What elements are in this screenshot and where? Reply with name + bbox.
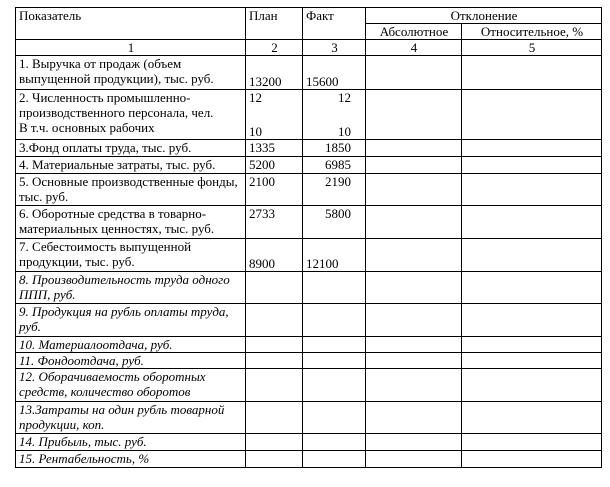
plan-value bbox=[246, 353, 303, 369]
relative-value bbox=[462, 140, 602, 157]
row-label: 15. Рентабельность, % bbox=[16, 451, 246, 468]
plan-sub: 10 bbox=[249, 124, 262, 139]
fact-main: 12 bbox=[338, 90, 351, 105]
header-relative: Относительное, % bbox=[462, 24, 602, 40]
table-row bbox=[16, 402, 602, 434]
fact-value: 15600 bbox=[303, 56, 366, 90]
fact-value: 12100 bbox=[303, 239, 366, 272]
relative-value bbox=[462, 434, 602, 451]
header-absolute: Абсолютное bbox=[366, 24, 462, 40]
plan-value bbox=[246, 272, 303, 304]
plan-value bbox=[246, 337, 303, 353]
table-row bbox=[16, 174, 602, 206]
absolute-value bbox=[366, 434, 462, 451]
table-row bbox=[16, 56, 602, 90]
plan-value bbox=[246, 402, 303, 434]
absolute-value bbox=[366, 140, 462, 157]
fact-value: 2190 bbox=[303, 174, 366, 206]
col-number: 1 bbox=[16, 40, 246, 56]
row-label: 13.Затраты на один рубль товарной продукции, коп. bbox=[16, 402, 246, 434]
fact-value bbox=[303, 434, 366, 451]
row-label: 9. Продукция на рубль оплаты труда, руб. bbox=[16, 304, 246, 337]
numbering-row bbox=[16, 40, 602, 56]
absolute-value bbox=[366, 56, 462, 90]
relative-value bbox=[462, 90, 602, 140]
fact-value bbox=[303, 451, 366, 468]
plan-value bbox=[246, 304, 303, 337]
relative-value bbox=[462, 56, 602, 90]
relative-value bbox=[462, 369, 602, 402]
relative-value bbox=[462, 174, 602, 206]
col-number: 4 bbox=[366, 40, 462, 56]
relative-value bbox=[462, 402, 602, 434]
relative-value bbox=[462, 337, 602, 353]
header-deviation: Отклонение bbox=[366, 8, 602, 24]
relative-value bbox=[462, 239, 602, 272]
table-row bbox=[16, 304, 602, 337]
absolute-value bbox=[366, 90, 462, 140]
row-label-main: 2. Численность промышленно-производственного персонала, чел. bbox=[19, 90, 214, 120]
row-label: 14. Прибыль, тыс. руб. bbox=[16, 434, 246, 451]
plan-value: 1335 bbox=[246, 140, 303, 157]
col-number: 3 bbox=[303, 40, 366, 56]
relative-value bbox=[462, 272, 602, 304]
fact-value: 1850 bbox=[303, 140, 366, 157]
col-number: 5 bbox=[462, 40, 602, 56]
row-sublabel: В т.ч. основных рабочих bbox=[19, 120, 155, 135]
absolute-value bbox=[366, 174, 462, 206]
row-label: 11. Фондоотдача, руб. bbox=[16, 353, 246, 369]
relative-value bbox=[462, 353, 602, 369]
table-row bbox=[16, 140, 602, 157]
fact-sub: 10 bbox=[338, 124, 351, 139]
plan-value: 13200 bbox=[246, 56, 303, 90]
table-row bbox=[16, 272, 602, 304]
absolute-value bbox=[366, 369, 462, 402]
fact-value: 5800 bbox=[303, 206, 366, 239]
relative-value bbox=[462, 304, 602, 337]
header-indicator: Показатель bbox=[16, 8, 246, 40]
header-fact: Факт bbox=[303, 8, 366, 40]
table-row bbox=[16, 206, 602, 239]
plan-value bbox=[246, 434, 303, 451]
plan-value bbox=[246, 451, 303, 468]
absolute-value bbox=[366, 272, 462, 304]
row-label: 5. Основные производственные фонды, тыс. руб. bbox=[16, 174, 246, 206]
fact-value bbox=[303, 402, 366, 434]
row-label: 3.Фонд оплаты труда, тыс. руб. bbox=[16, 140, 246, 157]
fact-value: 6985 bbox=[303, 157, 366, 174]
absolute-value bbox=[366, 304, 462, 337]
relative-value bbox=[462, 451, 602, 468]
table-row bbox=[16, 451, 602, 468]
plan-value: 5200 bbox=[246, 157, 303, 174]
header-plan: План bbox=[246, 8, 303, 40]
row-label: 8. Производительность труда одного ППП, руб. bbox=[16, 272, 246, 304]
row-label: 4. Материальные затраты, тыс. руб. bbox=[16, 157, 246, 174]
absolute-value bbox=[366, 353, 462, 369]
relative-value bbox=[462, 157, 602, 174]
absolute-value bbox=[366, 451, 462, 468]
table-row bbox=[16, 353, 602, 369]
absolute-value bbox=[366, 206, 462, 239]
plan-value: 2100 bbox=[246, 174, 303, 206]
row-label: 1. Выручка от продаж (объем выпущенной продукции), тыс. руб. bbox=[16, 56, 246, 90]
row-label bbox=[16, 90, 246, 140]
fact-value bbox=[303, 353, 366, 369]
absolute-value bbox=[366, 239, 462, 272]
table-row bbox=[16, 369, 602, 402]
plan-value: 2733 bbox=[246, 206, 303, 239]
plan-value bbox=[246, 90, 303, 140]
absolute-value bbox=[366, 157, 462, 174]
table-row bbox=[16, 157, 602, 174]
plan-main: 12 bbox=[249, 90, 262, 105]
absolute-value bbox=[366, 337, 462, 353]
table-row bbox=[16, 434, 602, 451]
plan-value: 8900 bbox=[246, 239, 303, 272]
indicators-table bbox=[15, 7, 602, 468]
fact-value bbox=[303, 90, 366, 140]
row-label: 7. Себестоимость выпущенной продукции, тыс. руб. bbox=[16, 239, 246, 272]
table-row bbox=[16, 90, 602, 140]
absolute-value bbox=[366, 402, 462, 434]
fact-value bbox=[303, 337, 366, 353]
row-label: 12. Оборачиваемость оборотных средств, количество оборотов bbox=[16, 369, 246, 402]
plan-value bbox=[246, 369, 303, 402]
fact-value bbox=[303, 272, 366, 304]
col-number: 2 bbox=[246, 40, 303, 56]
fact-value bbox=[303, 304, 366, 337]
table-row bbox=[16, 337, 602, 353]
relative-value bbox=[462, 206, 602, 239]
table-row bbox=[16, 239, 602, 272]
fact-value bbox=[303, 369, 366, 402]
row-label: 6. Оборотные средства в товарно-материальных ценностях, тыс. руб. bbox=[16, 206, 246, 239]
row-label: 10. Материалоотдача, руб. bbox=[16, 337, 246, 353]
